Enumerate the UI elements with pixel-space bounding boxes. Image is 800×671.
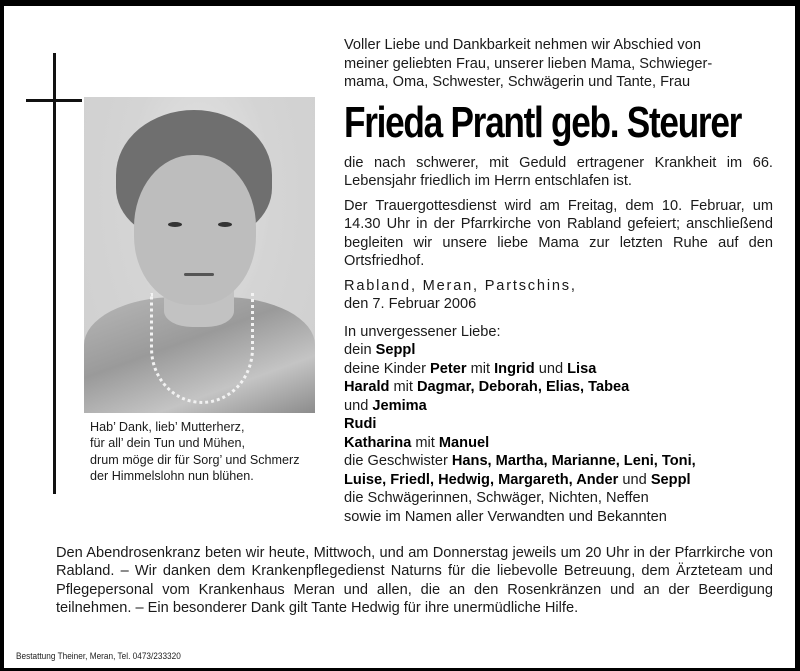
poem-line: für all’ dein Tun und Mühen, bbox=[90, 436, 245, 451]
family-line: Harald mit Dagmar, Deborah, Elias, Tabea bbox=[344, 379, 630, 395]
poem-line: Hab’ Dank, lieb’ Mutterherz, bbox=[90, 420, 245, 434]
family-line: und Jemima bbox=[344, 397, 427, 414]
funeral-home-credit: Bestattung Theiner, Meran, Tel. 0473/233320 bbox=[16, 651, 181, 662]
poem-line: der Himmelslohn nun blühen. bbox=[90, 468, 254, 483]
family-line: Luise, Friedl, Hedwig, Margareth, Ander und Seppl bbox=[344, 471, 691, 488]
obituary-notice bbox=[4, 6, 795, 668]
family-line: sowie im Namen aller Verwandten und Bekannten bbox=[344, 508, 667, 525]
death-announcement: die nach schwerer, mit Geduld ertragener Krankheit im 66. Lebensjahr friedlich im Herrn entschlafen ist. bbox=[344, 154, 773, 189]
funeral-service-info: Der Trauergottesdienst wird am Freitag, dem 10. Februar, um 14.30 Uhr in der Pfarrkirche von Rabland gefeiert; anschließend begleiten wir unsere liebe Mama zur letzten Ruhe auf den Ortsfriedhof. bbox=[344, 197, 773, 269]
notice-main-column bbox=[344, 36, 773, 526]
family-line: Rudi bbox=[344, 416, 377, 432]
date-line: den 7. Februar 2006 bbox=[344, 296, 477, 312]
portrait-photo bbox=[84, 97, 315, 413]
notice-body bbox=[344, 148, 773, 527]
photo-eye-left bbox=[168, 222, 182, 227]
photo-eye-right bbox=[218, 222, 232, 227]
remembrance-heading: In unvergessener Liebe: bbox=[344, 323, 501, 340]
photo-face-shape bbox=[134, 155, 256, 305]
memorial-poem bbox=[90, 419, 300, 484]
intro-line: meiner geliebten Frau, unserer lieben Mama, Schwieger- bbox=[344, 55, 713, 72]
family-line: die Schwägerinnen, Schwäger, Nichten, Neffen bbox=[344, 490, 649, 506]
cross-horizontal-bar bbox=[26, 99, 82, 102]
intro-line: Voller Liebe und Dankbarkeit nehmen wir Abschied von bbox=[344, 37, 701, 53]
family-line: dein Seppl bbox=[344, 342, 416, 358]
family-line: die Geschwister Hans, Martha, Marianne, Leni, Toni, bbox=[344, 453, 696, 469]
closing-thanks: Den Abendrosenkranz beten wir heute, Mittwoch, und am Donnerstag jeweils um 20 Uhr in der Pfarrkirche von Rabland. – Wir danken dem Krankenpflegedienst Naturns für die liebevolle Betreuung, dem Ärzteteam und Pflegepersonal vom Krankenhaus Meran und allen, die an den Rosenkränzen und an der Beerdigung teilnehmen. – Ein besonderer Dank gilt Tante Hedwig für ihre unermüdliche Hilfe. bbox=[56, 545, 773, 616]
family-line: deine Kinder Peter mit Ingrid und Lisa bbox=[344, 360, 597, 377]
photo-mouth bbox=[184, 273, 214, 276]
intro-line: mama, Oma, Schwester, Schwägerin und Tante, Frau bbox=[344, 74, 691, 90]
deceased-name: Frieda Prantl geb. Steurer bbox=[344, 97, 742, 147]
cross-vertical-bar bbox=[53, 53, 56, 494]
intro-text bbox=[344, 36, 773, 92]
place-line: Rabland, Meran, Partschins, bbox=[344, 277, 577, 294]
photo-pearl-necklace bbox=[150, 293, 254, 404]
poem-line: drum möge dir für Sorg’ und Schmerz bbox=[90, 452, 300, 467]
family-line: Katharina mit Manuel bbox=[344, 434, 490, 451]
family-list bbox=[344, 341, 773, 526]
